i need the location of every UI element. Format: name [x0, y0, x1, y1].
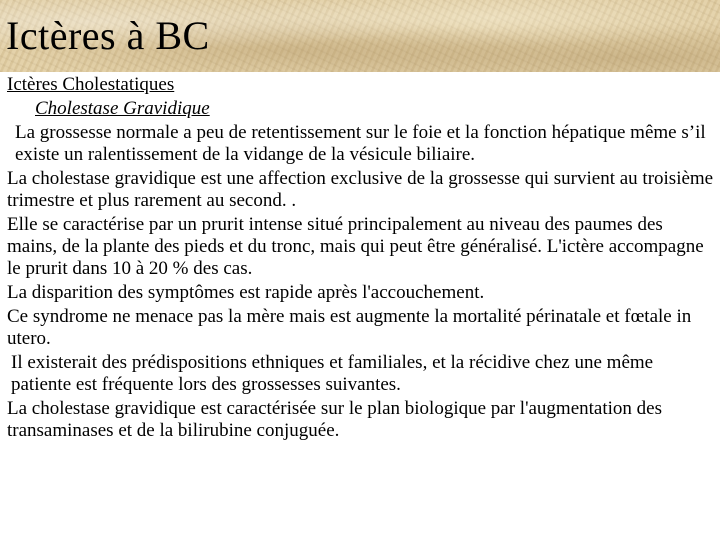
paragraph-7: La cholestase gravidique est caractérisée sur le plan biologique par l'augmentation des transaminases et de la bilirubine conjuguée. — [7, 398, 662, 441]
section-heading — [7, 74, 715, 96]
subheading-text: Cholestase Gravidique — [35, 98, 210, 119]
parchment-title-band — [0, 0, 720, 72]
paragraph-5: Ce syndrome ne menace pas la mère mais est augmente la mortalité périnatale et fœtale in utero. — [7, 306, 692, 349]
paragraph-2: La cholestase gravidique est une affection exclusive de la grossesse qui survient au troisième trimestre et plus rarement au second. . — [7, 168, 714, 211]
slide-body — [7, 74, 715, 444]
paragraph-4: La disparition des symptômes est rapide après l'accouchement. — [7, 282, 485, 303]
subheading — [7, 98, 715, 120]
paragraph-6: Il existerait des prédispositions ethniques et familiales, et la récidive chez une même patiente est fréquente lors des grossesses suivantes. — [11, 352, 654, 395]
section-heading-text: Ictères Cholestatiques — [7, 74, 175, 95]
slide-title: Ictères à BC — [6, 13, 210, 58]
paragraph-1: La grossesse normale a peu de retentissement sur le foie et la fonction hépatique même s’il existe un ralentissement de la vidange de la vésicule biliaire. — [15, 122, 706, 165]
paragraph-3: Elle se caractérise par un prurit intense situé principalement au niveau des paumes des mains, de la plante des pieds et du tronc, mais qui peut être généralisé. L'ictère accompagne le prurit dans 10 à 20 % des cas. — [7, 214, 704, 279]
